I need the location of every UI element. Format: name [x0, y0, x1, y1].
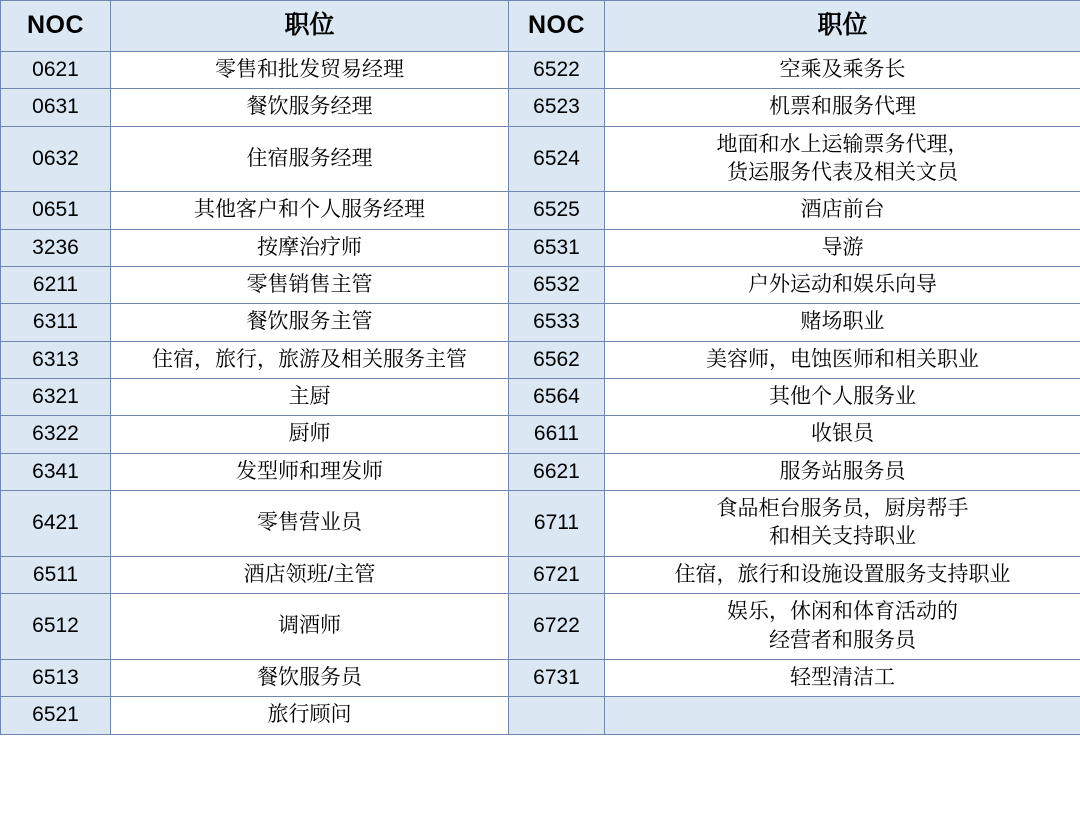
cell-noc-left: 0631: [1, 89, 111, 126]
cell-noc-right: 6611: [509, 416, 605, 453]
cell-job-left: 零售和批发贸易经理: [111, 52, 509, 89]
table-row: [1, 304, 1080, 341]
table-row: [1, 192, 1080, 229]
cell-noc-left: 6211: [1, 267, 111, 304]
cell-noc-right: 6562: [509, 341, 605, 378]
cell-job-left: 零售销售主管: [111, 267, 509, 304]
cell-job-right: 空乘及乘务长: [605, 52, 1080, 89]
table-row: [1, 416, 1080, 453]
cell-job-right: 娱乐，休闲和体育活动的 经营者和服务员: [605, 594, 1080, 660]
cell-job-right: 食品柜台服务员，厨房帮手 和相关支持职业: [605, 491, 1080, 557]
cell-noc-right: 6621: [509, 453, 605, 490]
cell-job-left: 发型师和理发师: [111, 453, 509, 490]
cell-noc-right: 6524: [509, 126, 605, 192]
cell-noc-left: 6513: [1, 659, 111, 696]
cell-noc-right: 6525: [509, 192, 605, 229]
table-row: [1, 229, 1080, 266]
table-header: [1, 1, 1080, 52]
cell-job-right: 服务站服务员: [605, 453, 1080, 490]
cell-job-right: 轻型清洁工: [605, 659, 1080, 696]
table-row: [1, 267, 1080, 304]
cell-job-left: 旅行顾问: [111, 697, 509, 734]
column-header-noc-right: NOC: [509, 1, 605, 52]
cell-noc-right: 6532: [509, 267, 605, 304]
table-row: [1, 491, 1080, 557]
table-header-row: [1, 1, 1080, 52]
cell-noc-left: 0651: [1, 192, 111, 229]
cell-job-left: 餐饮服务主管: [111, 304, 509, 341]
column-header-job-left: 职位: [111, 1, 509, 52]
cell-job-right: 收银员: [605, 416, 1080, 453]
cell-noc-left: 6313: [1, 341, 111, 378]
cell-noc-right: 6564: [509, 379, 605, 416]
cell-noc-left: 0632: [1, 126, 111, 192]
cell-job-left: 调酒师: [111, 594, 509, 660]
cell-noc-right: 6522: [509, 52, 605, 89]
cell-empty: [509, 697, 605, 734]
cell-noc-right: 6533: [509, 304, 605, 341]
cell-job-left: 主厨: [111, 379, 509, 416]
cell-noc-left: 0621: [1, 52, 111, 89]
cell-job-left: 按摩治疗师: [111, 229, 509, 266]
table-row: [1, 697, 1080, 734]
column-header-noc-left: NOC: [1, 1, 111, 52]
cell-job-right: 地面和水上运输票务代理， 货运服务代表及相关文员: [605, 126, 1080, 192]
column-header-job-right: 职位: [605, 1, 1080, 52]
cell-job-right: 赌场职业: [605, 304, 1080, 341]
table-row: [1, 379, 1080, 416]
cell-job-left: 住宿，旅行，旅游及相关服务主管: [111, 341, 509, 378]
cell-empty: [605, 697, 1080, 734]
table-row: [1, 556, 1080, 593]
cell-noc-left: 6311: [1, 304, 111, 341]
cell-job-left: 其他客户和个人服务经理: [111, 192, 509, 229]
table-row: [1, 126, 1080, 192]
table-row: [1, 89, 1080, 126]
cell-job-right: 导游: [605, 229, 1080, 266]
cell-job-right: 住宿，旅行和设施设置服务支持职业: [605, 556, 1080, 593]
cell-noc-left: 6341: [1, 453, 111, 490]
cell-job-left: 住宿服务经理: [111, 126, 509, 192]
cell-job-right: 酒店前台: [605, 192, 1080, 229]
table-row: [1, 341, 1080, 378]
cell-job-right: 机票和服务代理: [605, 89, 1080, 126]
cell-noc-right: 6531: [509, 229, 605, 266]
cell-noc-right: 6731: [509, 659, 605, 696]
cell-noc-left: 6512: [1, 594, 111, 660]
cell-noc-left: 6511: [1, 556, 111, 593]
table-row: [1, 659, 1080, 696]
cell-job-left: 餐饮服务员: [111, 659, 509, 696]
cell-noc-left: 6322: [1, 416, 111, 453]
cell-noc-left: 6321: [1, 379, 111, 416]
cell-job-right: 美容师，电蚀医师和相关职业: [605, 341, 1080, 378]
cell-job-right: 户外运动和娱乐向导: [605, 267, 1080, 304]
cell-noc-left: 3236: [1, 229, 111, 266]
table-body: [1, 52, 1080, 735]
cell-noc-right: 6722: [509, 594, 605, 660]
cell-noc-right: 6711: [509, 491, 605, 557]
cell-job-right: 其他个人服务业: [605, 379, 1080, 416]
cell-noc-right: 6523: [509, 89, 605, 126]
cell-noc-right: 6721: [509, 556, 605, 593]
table-row: [1, 52, 1080, 89]
cell-noc-left: 6521: [1, 697, 111, 734]
cell-job-left: 酒店领班/主管: [111, 556, 509, 593]
cell-noc-left: 6421: [1, 491, 111, 557]
table-row: [1, 594, 1080, 660]
table-row: [1, 453, 1080, 490]
cell-job-left: 餐饮服务经理: [111, 89, 509, 126]
cell-job-left: 厨师: [111, 416, 509, 453]
cell-job-left: 零售营业员: [111, 491, 509, 557]
